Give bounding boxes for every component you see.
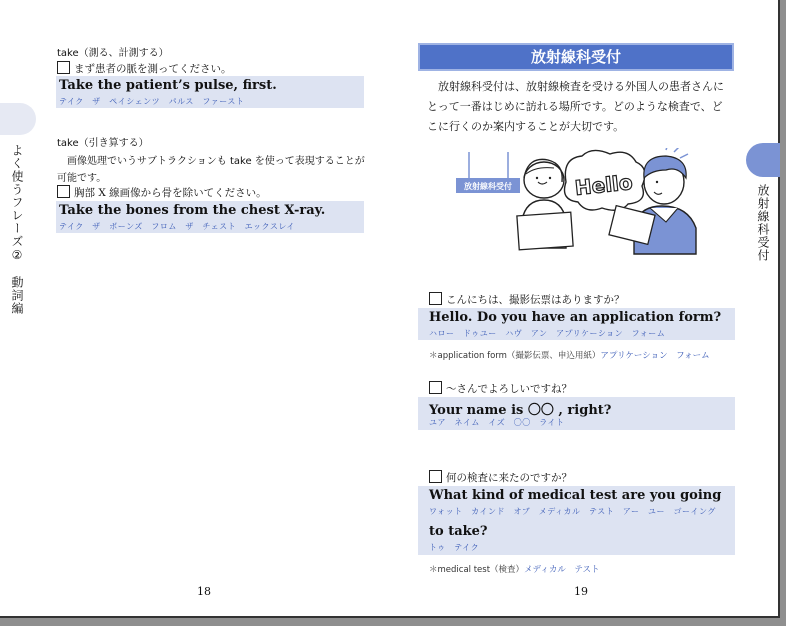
checkbox[interactable] <box>429 470 442 483</box>
phrase2-jp <box>429 381 572 396</box>
section1-jp-text: まず患者の脈を測ってください。 <box>74 63 232 75</box>
phrase3-note <box>429 563 600 575</box>
page-title: 放射線科受付 <box>418 43 734 71</box>
phrase1-note-kana: アプリケーション フォーム <box>600 351 710 361</box>
phrase3-jp-text: 何の検査に来たのですか？ <box>446 472 572 484</box>
left-chapter-tab <box>0 103 36 135</box>
phrase2-jp-text: ～さんでよろしいですね？ <box>446 383 572 395</box>
section2-kana: テイク ザ ボーンズ フロム ザ チェスト エックスレイ <box>59 222 295 231</box>
section2-heading: take（引き算する） <box>57 138 149 149</box>
section1-heading: take（測る、計測する） <box>57 48 169 59</box>
page-number-right: 19 <box>574 585 588 598</box>
checkbox[interactable] <box>429 292 442 305</box>
checkbox[interactable] <box>57 61 70 74</box>
sign-label: 放射線科受付 <box>464 182 512 191</box>
phrase1-en: Hello. Do you have an application form? <box>429 310 722 325</box>
reception-illustration <box>452 148 702 270</box>
section2-desc-line2: 可能です。 <box>57 173 107 184</box>
phrase1-note <box>429 349 710 361</box>
hello-bubble-text: Hello <box>573 170 634 200</box>
section1-en: Take the patient’s pulse, first. <box>59 78 277 93</box>
phrase2-en: Your name is 〇〇 , right? <box>429 403 612 418</box>
section2-jp-text: 胸部 X 線画像から骨を除いてください。 <box>74 187 267 199</box>
phrase1-kana: ハロー ドゥユー ハヴ アン アプリケーション フォーム <box>429 329 666 338</box>
checkbox[interactable] <box>57 185 70 198</box>
phrase3-kana-line1: ワォット カインド オブ メディカル テスト アー ユー ゴーイング <box>429 507 716 516</box>
section2-en: Take the bones from the chest X-ray. <box>59 203 326 218</box>
phrase3-en-line2: to take? <box>429 524 488 539</box>
phrase2-kana: ユア ネイム イズ 〇〇 ライト <box>429 418 565 427</box>
left-side-title: よく使うフレーズ② 動詞編 <box>10 144 24 315</box>
right-side-title: 放射線科受付 <box>756 184 770 262</box>
section2-jp <box>57 185 267 200</box>
page-number-left: 18 <box>197 585 211 598</box>
phrase1-note-prefix: ＊application form（撮影伝票、申込用紙） <box>429 351 601 361</box>
section1-jp <box>57 61 232 76</box>
phrase3-jp <box>429 470 572 485</box>
intro-paragraph: 放射線科受付は、放射線検査を受ける外国人の患者さんにとって一番はじめに訪れる場所です。どのような検査で、どこに行くのか案内することが大切です。 <box>427 80 724 133</box>
illustration-svg <box>452 148 702 270</box>
phrase3-kana-line2: トゥ テイク <box>429 543 480 552</box>
right-chapter-tab <box>746 143 780 177</box>
section1-kana: テイク ザ ペイシェンツ パルス ファースト <box>59 97 245 106</box>
section2-desc-line1: 画像処理でいうサブトラクションも take を使って表現することが <box>67 156 365 167</box>
phrase1-jp-text: こんにちは、撮影伝票はありますか？ <box>446 294 625 306</box>
phrase3-en-line1: What kind of medical test are you going <box>429 488 722 503</box>
phrase3-note-prefix: ＊medical test（検査） <box>429 565 525 575</box>
checkbox[interactable] <box>429 381 442 394</box>
phrase3-note-kana: メディカル テスト <box>524 565 600 575</box>
phrase1-jp <box>429 292 625 307</box>
